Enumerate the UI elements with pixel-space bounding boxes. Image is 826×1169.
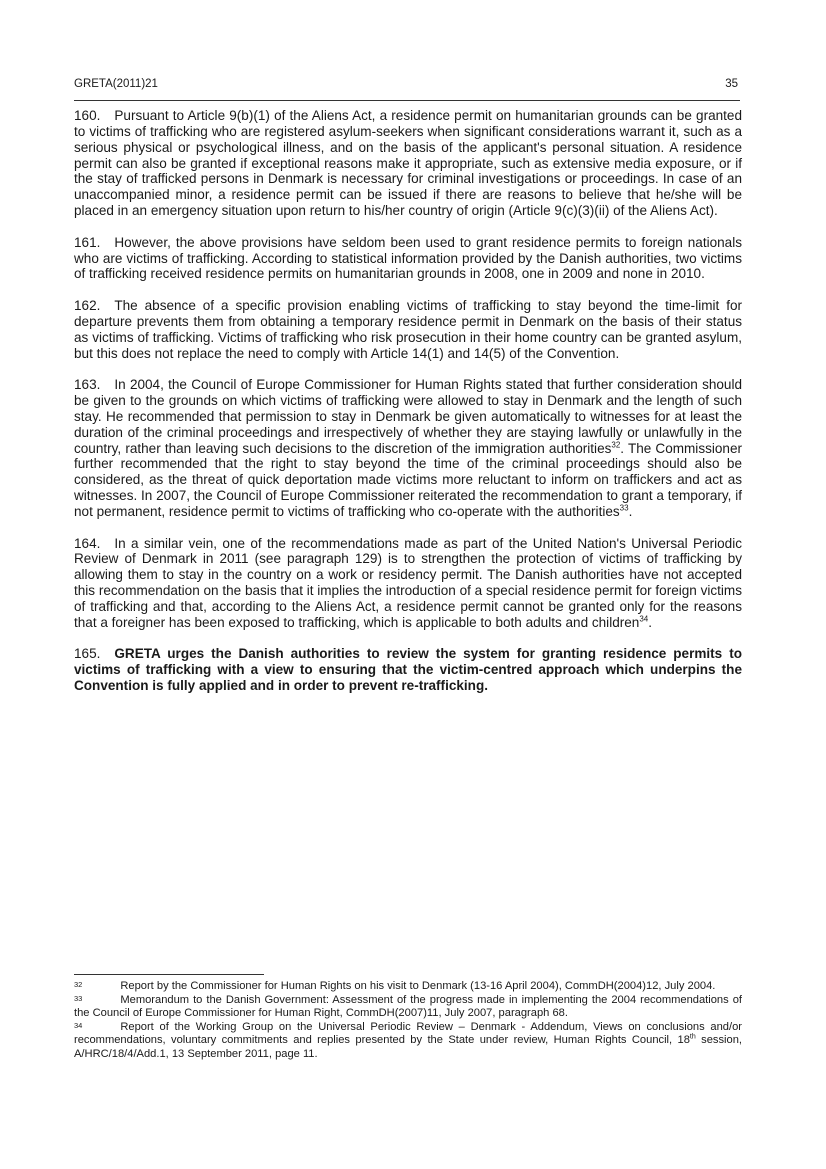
page-header (74, 78, 738, 90)
main-body (74, 108, 742, 710)
paragraph-162 (74, 298, 742, 361)
footnote-32 (74, 980, 742, 994)
footnote-text-part: session, A/HRC/18/4/Add.1, 13 September 2011, page 11. (74, 1034, 742, 1060)
paragraph-text: . The Commissioner further recommended that the right to stay beyond the time of the criminal proceedings should also be considered, as the threat of quick deportation made victims more reluctant to inform on traffickers and act as witnesses. In 2007, the Council of Europe Commissioner reiterated the recommendation to grant a temporary, if not permanent, residence permit to victims of trafficking who co-operate with the authorities (74, 440, 742, 519)
paragraph-text: . (648, 614, 652, 630)
footnote-ref[interactable]: 32 (611, 440, 621, 450)
footnote-mark: 34 (74, 1020, 83, 1030)
recommendation-text: GRETA urges the Danish authorities to review the system for granting residence permits to victims of trafficking with a view to ensuring that the victim-centred approach which underpins the Convention is fully applied and in order to prevent re-trafficking. (74, 646, 742, 694)
footnote-ref[interactable]: 33 (619, 503, 629, 513)
paragraph-text: In a similar vein, one of the recommendations made as part of the United Nation's Universal Periodic Review of Denmark in 2011 (see paragraph 129) is to strengthen the protection of victims of trafficking by allowing them to stay in the country on a work or residency permit. The Danish authorities have not accepted this recommendation on the basis that it implies the introduction of a special residence permit for foreign victims of trafficking and that, according to the Aliens Act, a residence permit cannot be granted only for the reasons that a foreigner has been exposed to trafficking, which is applicable to both adults and children (74, 535, 742, 630)
paragraph-number: 163. (74, 377, 101, 393)
footnote-text-part: Report of the Working Group on the Universal Periodic Review – Denmark - Addendum, Views on conclusions and/or recommendations, voluntary commitments and replies presented by the State under review, Human Rights Council, 18 (74, 1020, 742, 1047)
paragraph-text: . (628, 503, 633, 519)
header-divider (74, 100, 740, 101)
paragraph-text: Pursuant to Article 9(b)(1) of the Aliens Act, a residence permit on humanitarian grounds can be granted to victims of trafficking who are registered asylum-seekers when significant considerations warrant it, such as a serious physical or psychological illness, and on the basis of the applicant's personal situation. A residence permit can also be granted if exceptional reasons make it appropriate, such as extensive media exposure, or if the stay of trafficked persons in Denmark is necessary for criminal investigations or proceedings. In case of an unaccompanied minor, a residence permit can be issued if there are reasons to believe that he/she will be placed in an emergency situation upon return to his/her country of origin (Article 9(c)(3)(ii) of the Aliens Act). (74, 108, 742, 219)
footnote-text (74, 1021, 742, 1060)
paragraph-164 (74, 536, 742, 631)
paragraph-161 (74, 235, 742, 283)
footnote-mark: 32 (74, 980, 83, 989)
paragraph-number: 160. (74, 108, 101, 123)
document-reference: GRETA(2011)21 (74, 78, 158, 90)
footnote-divider (74, 974, 264, 975)
footnote-text: Report by the Commissioner for Human Rights on his visit to Denmark (13-16 April 2004), CommDH(2004)12, July 2004. (120, 980, 716, 992)
footnote-33 (74, 994, 742, 1021)
paragraph-number: 164. (74, 535, 101, 551)
paragraph-number: 161. (74, 234, 101, 250)
footnote-text: Memorandum to the Danish Government: Assessment of the progress made in implementing the 2004 recommendations of the Council of Europe Commissioner for Human Right, CommDH(2007)11, July 2007, paragraph 68. (74, 993, 742, 1020)
paragraph-160 (74, 108, 742, 219)
footnote-ref[interactable]: 34 (639, 614, 649, 624)
paragraph-text: The absence of a specific provision enabling victims of trafficking to stay beyond the time-limit for departure prevents them from obtaining a temporary residence permit in Denmark on the basis of their status as victims of trafficking. Victims of trafficking who risk prosecution in their home country can be granted asylum, but this does not replace the need to comply with Article 14(1) and 14(5) of the Convention. (74, 298, 742, 361)
footnotes (74, 980, 742, 1062)
paragraph-text: In 2004, the Council of Europe Commissioner for Human Rights stated that further consideration should be given to the grounds on which victims of trafficking were allowed to stay in Denmark and the length of such stay. He recommended that permission to stay in Denmark be given automatically to witnesses for at least the duration of the criminal proceedings and irrespectively of whether they are staying lawfully or unlawfully in the country, rather than leaving such decisions to the discretion of the immigration authorities (74, 377, 742, 456)
paragraph-number: 162. (74, 298, 101, 314)
page-number: 35 (725, 78, 738, 90)
footnote-34 (74, 1021, 742, 1062)
paragraph-number: 165. (74, 646, 101, 662)
ordinal-suffix: th (689, 1033, 696, 1041)
footnote-mark: 33 (74, 993, 83, 1003)
paragraph-165 (74, 646, 742, 694)
paragraph-text: However, the above provisions have seldom been used to grant residence permits to foreign nationals who are victims of trafficking. According to statistical information provided by the Danish authorities, two victims of trafficking received residence permits on humanitarian grounds in 2008, one in 2009 and none in 2010. (74, 234, 742, 282)
paragraph-163 (74, 377, 742, 520)
